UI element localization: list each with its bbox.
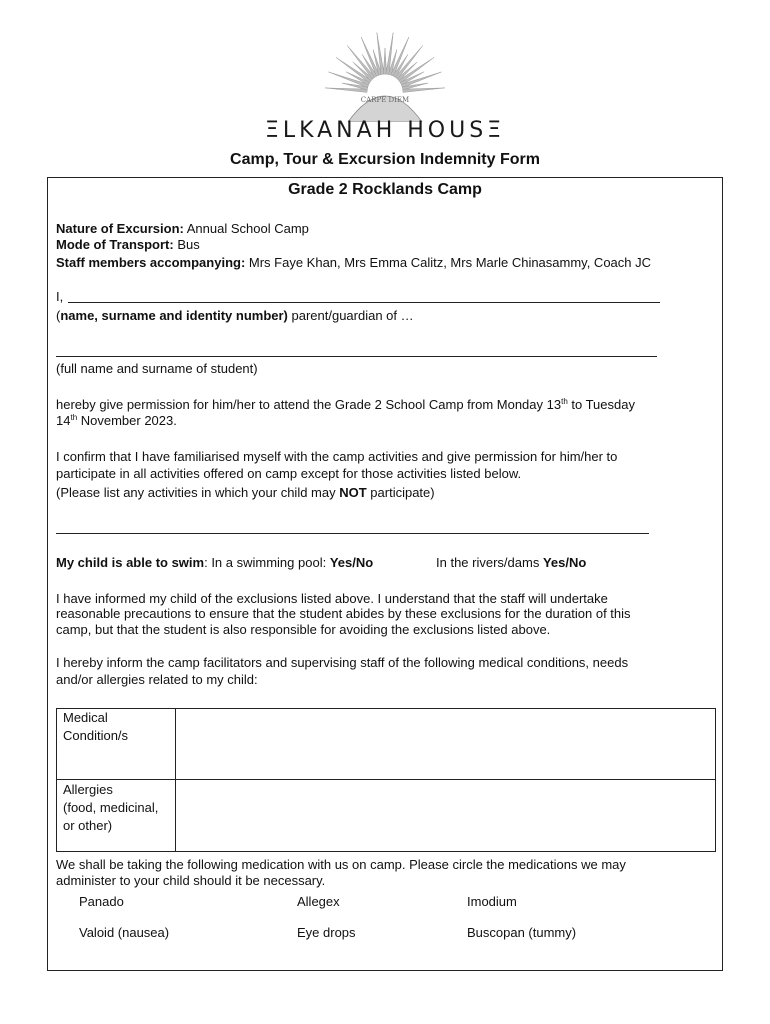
medication-line-2: administer to your child should it be necessary. (56, 873, 326, 888)
elkanah-house-crest-logo (318, 30, 452, 122)
med-option[interactable]: Imodium (467, 894, 517, 909)
medical-conditions-label: Medical Condition/s (63, 710, 129, 743)
informed-line-3: camp, but that the student is also responsible for avoiding the exclusions listed above. (56, 622, 551, 637)
nature-of-excursion: Nature of Excursion: Annual School Camp (56, 221, 309, 236)
medical-intro-line-1: I hereby inform the camp facilitators and supervising staff of the following medical conditions, needs (56, 655, 629, 670)
med-option[interactable]: Valoid (nausea) (79, 925, 170, 940)
swim-river-option[interactable]: Yes/No (542, 555, 587, 570)
medical-conditions-field[interactable] (177, 709, 713, 779)
form-title: Camp, Tour & Excursion Indemnity Form (230, 151, 540, 168)
med-option[interactable]: Eye drops (297, 925, 356, 940)
permission-line-1: hereby give permission for him/her to attend the Grade 2 School Camp from Monday 13th to Tuesday (56, 397, 635, 412)
excluded-activities-blank[interactable] (56, 533, 649, 534)
crest-ray (403, 88, 445, 92)
informed-line-2: reasonable precautions to ensure that the student abides by these exclusions for the duration of this (56, 606, 631, 621)
med-option[interactable]: Buscopan (tummy) (467, 925, 577, 940)
confirm-line-1: I confirm that I have familiarised myself with the camp activities and give permission for him/her to (56, 449, 618, 464)
swim-question: My child is able to swim: In a swimming pool: Yes/No (56, 555, 374, 570)
med-option[interactable]: Allegex (297, 894, 340, 909)
confirm-line-3: (Please list any activities in which your child may NOT participate) (56, 485, 435, 500)
swim-pool-option[interactable]: Yes/No (329, 555, 374, 570)
allergies-field[interactable] (177, 780, 713, 850)
form-frame (47, 177, 723, 971)
crest-ray (383, 48, 386, 74)
med-option[interactable]: Panado (79, 894, 124, 909)
crest-ray (325, 88, 367, 92)
student-name-blank[interactable] (56, 356, 657, 357)
parent-name-prefix: I, (56, 289, 64, 304)
crest-motto: CARPE DIEM (360, 96, 410, 104)
medical-intro-line-2: and/or allergies related to my child: (56, 672, 258, 687)
parent-name-blank[interactable] (68, 302, 660, 303)
staff-members: Staff members accompanying: Mrs Faye Khan, Mrs Emma Calitz, Mrs Marle Chinasammy, Coach JC (56, 255, 652, 270)
confirm-line-2: participate in all activities offered on camp except for those activities listed below. (56, 466, 522, 481)
mode-of-transport: Mode of Transport: Bus (56, 237, 200, 252)
form-subtitle: Grade 2 Rocklands Camp (288, 181, 482, 198)
allergies-label: Allergies (food, medicinal, or other) (63, 782, 159, 833)
permission-line-2: 14th November 2023. (56, 413, 177, 428)
parent-name-label: (name, surname and identity number) parent/guardian of … (56, 308, 414, 323)
informed-line-1: I have informed my child of the exclusions listed above. I understand that the staff will undertake (56, 591, 608, 606)
brand-wordmark: ΞLKANAH HOUSΞ (264, 118, 506, 143)
student-name-label: (full name and surname of student) (56, 361, 258, 376)
swim-river-question: In the rivers/dams Yes/No (436, 555, 587, 570)
medication-line-1: We shall be taking the following medication with us on camp. Please circle the medications we may (56, 857, 626, 872)
medical-table (56, 708, 716, 852)
